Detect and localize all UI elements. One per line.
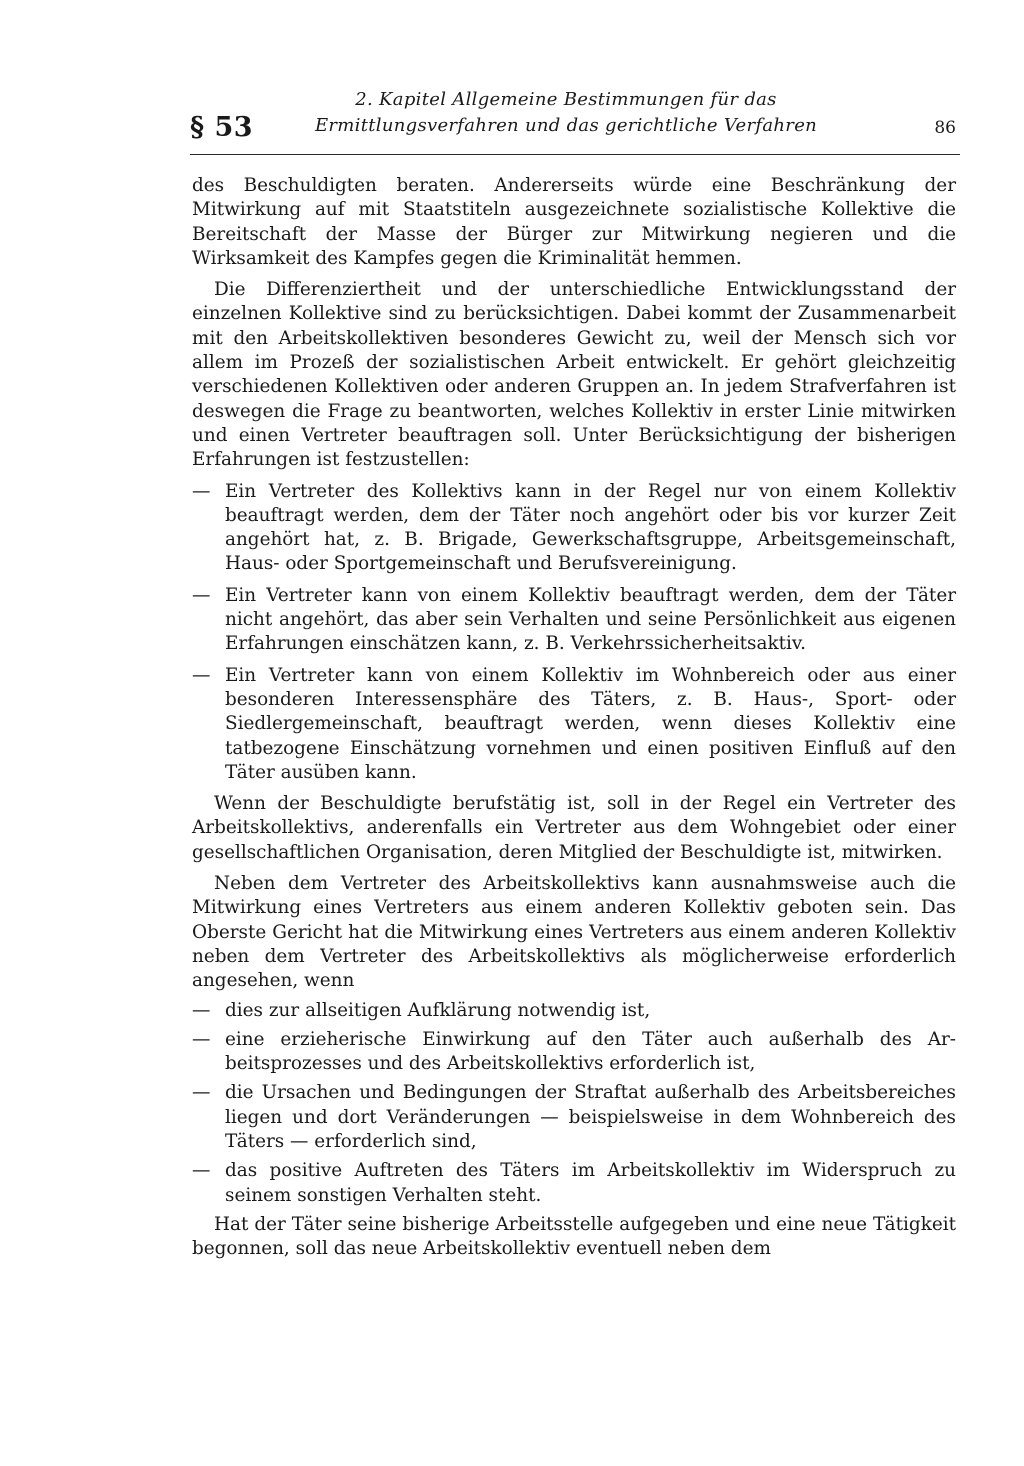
paragraph-5: Hat der Täter seine bisherige Arbeitsstelle aufgegeben und eine neue Tätigkeit begonnen, soll das neue Arbeitskollektiv eventuell neben dem <box>192 1213 956 1260</box>
dash-bullet: — <box>192 1028 211 1050</box>
chapter-title-line-2: Ermittlungsverfahren und das gerichtliche Verfahren <box>314 115 818 136</box>
dash-bullet: — <box>192 664 211 686</box>
list-item-text: das positive Auftreten des Täters im Arbeitskollektiv im Widerspruch zu seinem sonstigen Verhalten steht. <box>225 1160 956 1206</box>
paragraph-3: Wenn der Beschuldigte berufstätig ist, soll in der Regel ein Vertreter des Arbeitskollektivs, anderenfalls ein Vertreter aus dem Wohngebiet oder einer gesellschaftlichen Organisation, deren Mitglied der Beschuldigte ist, mitwirken. <box>192 793 956 863</box>
chapter-title-line-1: 2. Kapitel Allgemeine Bestimmungen für das <box>355 89 777 110</box>
list-item-text: eine erzieherische Einwirkung auf den Täter auch außerhalb des Arbeitsprozesses und des Arbeitskollektivs erforderlich ist, <box>225 1028 956 1075</box>
list-item <box>192 1159 956 1208</box>
paragraph-1: des Beschuldigten beraten. Andererseits würde eine Beschränkung der Mitwirkung auf mit Staatstiteln ausgezeichnete sozialistische Kollektive die Bereitschaft der Masse der Bürger zur Mitwirkung negieren und die Wirksamkeit des Kampfes gegen die Kriminalität hemmen. <box>192 175 956 269</box>
body-text <box>192 174 956 1261</box>
list-item-text: Ein Vertreter des Kollektivs kann in der Regel nur von einem Kollektiv beauftragt werden, dem der Täter noch angehört oder bis vor kurzer Zeit angehört hat, z. B. Brigade, Gewerkschaftsgruppe, Arbeitsgemeinschaft, Haus- oder Sportgemeinschaft und Berufsvereinigung. <box>225 480 956 575</box>
list-item <box>192 1028 956 1077</box>
list-item-text: Ein Vertreter kann von einem Kollektiv im Wohnbereich oder aus einer besonderen Interessensphäre des Täters, z. B. Haus-, Sport- oder Siedlergemeinschaft, beauftragt werden, wenn dieses Kollektiv eine tatbezogene Einschätzung vornehmen und einen positiven Einfluß auf den Täter ausüben kann. <box>225 664 956 783</box>
list-item-text: Ein Vertreter kann von einem Kollektiv beauftragt werden, dem der Täter nicht angehört, das aber sein Verhalten und seine Persönlichkeit aus eigenen Erfahrungen einschätzen kann, z. B. Verkehrssicherheitsaktiv. <box>225 584 956 655</box>
list-item <box>192 1081 956 1154</box>
list-item <box>192 480 956 577</box>
dash-bullet: — <box>192 584 211 606</box>
dash-bullet: — <box>192 480 211 502</box>
dash-bullet: — <box>192 1160 211 1182</box>
conditions-list <box>192 999 956 1208</box>
list-item <box>192 999 956 1023</box>
running-header <box>190 84 960 155</box>
list-item <box>192 664 956 785</box>
list-item-text: dies zur allseitigen Aufklärung notwendig ist, <box>225 999 651 1021</box>
list-item-text: die Ursachen und Bedingungen der Straftat außerhalb des Arbeitsbereiches liegen und dort Veränderungen — beispielsweise in dem Wohnbereich des Täters — erforderlich sind, <box>225 1082 956 1152</box>
paragraph-4: Neben dem Vertreter des Arbeitskollektivs kann ausnahmsweise auch die Mitwirkung eines Vertreters aus einem anderen Kollektiv geboten sein. Das Oberste Gericht hat die Mitwirkung eines Vertreters aus einem anderen Kollektiv neben dem Vertreter des Arbeitskollektivs als möglicherweise erforderlich angesehen, wenn <box>192 873 956 992</box>
dash-bullet: — <box>192 1082 211 1104</box>
section-number: § 53 <box>190 112 254 143</box>
chapter-title <box>256 87 876 139</box>
representative-rules-list <box>192 480 956 786</box>
paragraph-2: Die Differenziertheit und der unterschiedliche Entwicklungsstand der einzelnen Kollektive sind zu berücksichtigen. Dabei kommt der Zusammenarbeit mit den Arbeitskollektiven besonderes Gewicht zu, weil der Mensch sich vor allem im Prozeß der sozialistischen Arbeit entwickelt. Er gehört gleichzeitig verschiedenen Kollektiven oder anderen Gruppen an. In jedem Strafverfahren ist deswegen die Frage zu beantworten, welches Kollektiv in erster Linie mitwirken und einen Vertreter beauftragen soll. Unter Berücksichtigung der bisherigen Erfahrungen ist festzustellen: <box>192 279 956 471</box>
page-number: 86 <box>934 118 956 138</box>
dash-bullet: — <box>192 999 211 1021</box>
list-item <box>192 584 956 657</box>
